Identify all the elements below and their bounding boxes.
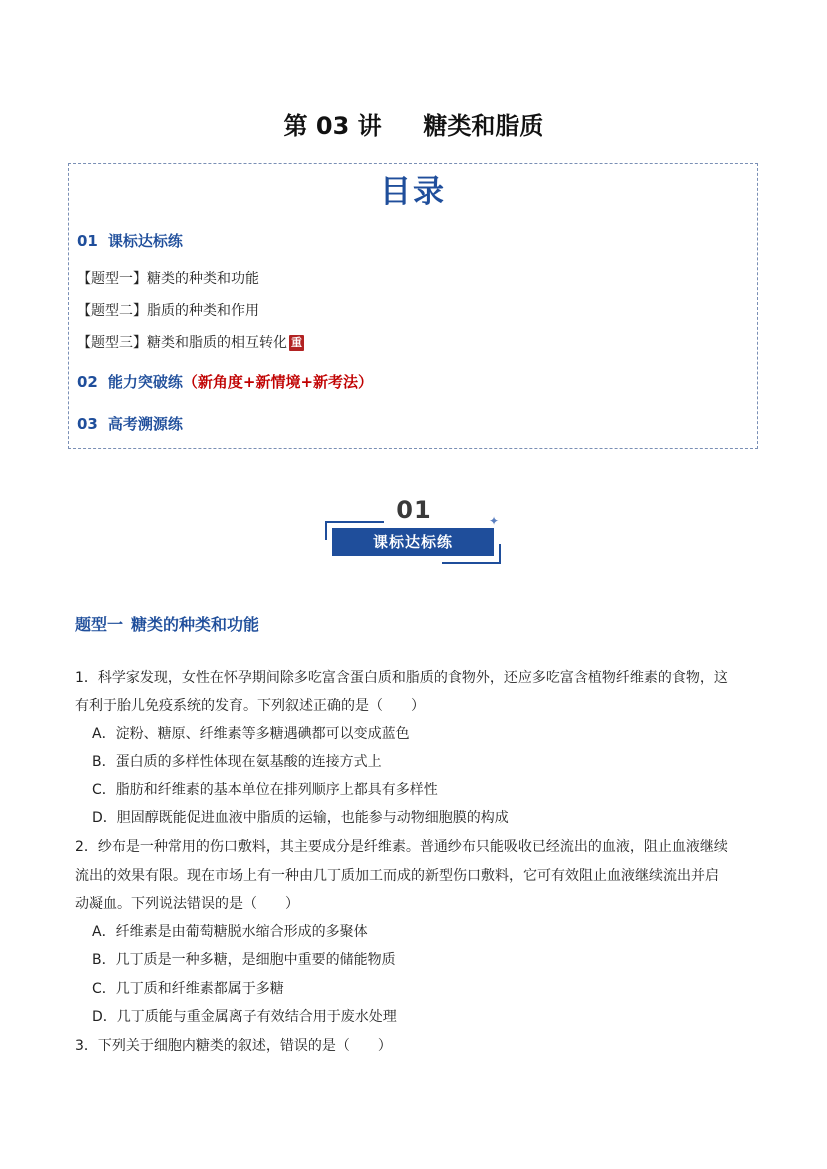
- toc-item-type-1[interactable]: [77, 268, 259, 288]
- toc-section-number: 03: [77, 415, 98, 433]
- table-of-contents: [68, 163, 758, 449]
- sparkle-icon: ✦: [489, 514, 500, 528]
- toc-section-number: 02: [77, 373, 98, 391]
- banner-number: 01: [396, 496, 432, 524]
- toc-section-01[interactable]: [77, 230, 183, 251]
- question-option: A．纤维素是由葡萄糖脱水缩合形成的多聚体: [92, 924, 368, 940]
- question-stem-line: 3．下列关于细胞内糖类的叙述，错误的是（ ）: [75, 1038, 392, 1054]
- question-option: D．几丁质能与重金属离子有效结合用于废水处理: [92, 1009, 397, 1025]
- question-option: B．蛋白质的多样性体现在氨基酸的连接方式上: [92, 754, 382, 770]
- question-stem-line: 动凝血。下列说法错误的是（ ）: [75, 896, 299, 912]
- question-stem-line: 1．科学家发现，女性在怀孕期间除多吃富含蛋白质和脂质的食物外，还应多吃富含植物纤维素的食物，这: [75, 670, 728, 686]
- banner-label: 课标达标练: [332, 528, 494, 556]
- page-title: 第 03 讲 糖类和脂质: [283, 112, 544, 140]
- question-option: C．脂肪和纤维素的基本单位在排列顺序上都具有多样性: [92, 782, 438, 798]
- toc-item-type-3[interactable]: [77, 332, 304, 352]
- type-heading-title: 糖类的种类和功能: [131, 615, 260, 634]
- toc-item-label: 【题型三】糖类和脂质的相互转化: [77, 335, 287, 351]
- toc-item-label: 【题型一】糖类的种类和功能: [77, 271, 259, 287]
- toc-heading: 目录: [380, 174, 446, 210]
- type-heading: [75, 612, 259, 635]
- type-heading-prefix: 题型一: [75, 615, 124, 634]
- toc-section-label: 高考溯源练: [107, 415, 183, 433]
- toc-section-label: 能力突破练: [107, 373, 183, 391]
- question-stem-line: 有利于胎儿免疫系统的发育。下列叙述正确的是（ ）: [75, 698, 425, 714]
- question-option: C．几丁质和纤维素都属于多糖: [92, 981, 284, 997]
- toc-section-03[interactable]: [77, 413, 183, 434]
- question-stem-line: 2．纱布是一种常用的伤口敷料，其主要成分是纤维素。普通纱布只能吸收已经流出的血液，阻止血液继续: [75, 839, 728, 855]
- toc-item-type-2[interactable]: [77, 300, 259, 320]
- toc-section-number: 01: [77, 232, 98, 250]
- question-option: A．淀粉、糖原、纤维素等多糖遇碘都可以变成蓝色: [92, 726, 410, 742]
- question-option: D．胆固醇既能促进血液中脂质的运输，也能参与动物细胞膜的构成: [92, 810, 509, 826]
- toc-section-02[interactable]: [77, 371, 373, 392]
- toc-item-label: 【题型二】脂质的种类和作用: [77, 303, 259, 319]
- section-banner: [322, 496, 506, 572]
- toc-section-label: 课标达标练: [107, 232, 183, 250]
- toc-section-extra: （新角度+新情境+新考法）: [182, 373, 374, 391]
- question-option: B．几丁质是一种多糖，是细胞中重要的储能物质: [92, 952, 396, 968]
- key-point-badge: 重: [291, 336, 302, 349]
- question-stem-line: 流出的效果有限。现在市场上有一种由几丁质加工而成的新型伤口敷料，它可有效阻止血液继续流出并启: [75, 868, 719, 884]
